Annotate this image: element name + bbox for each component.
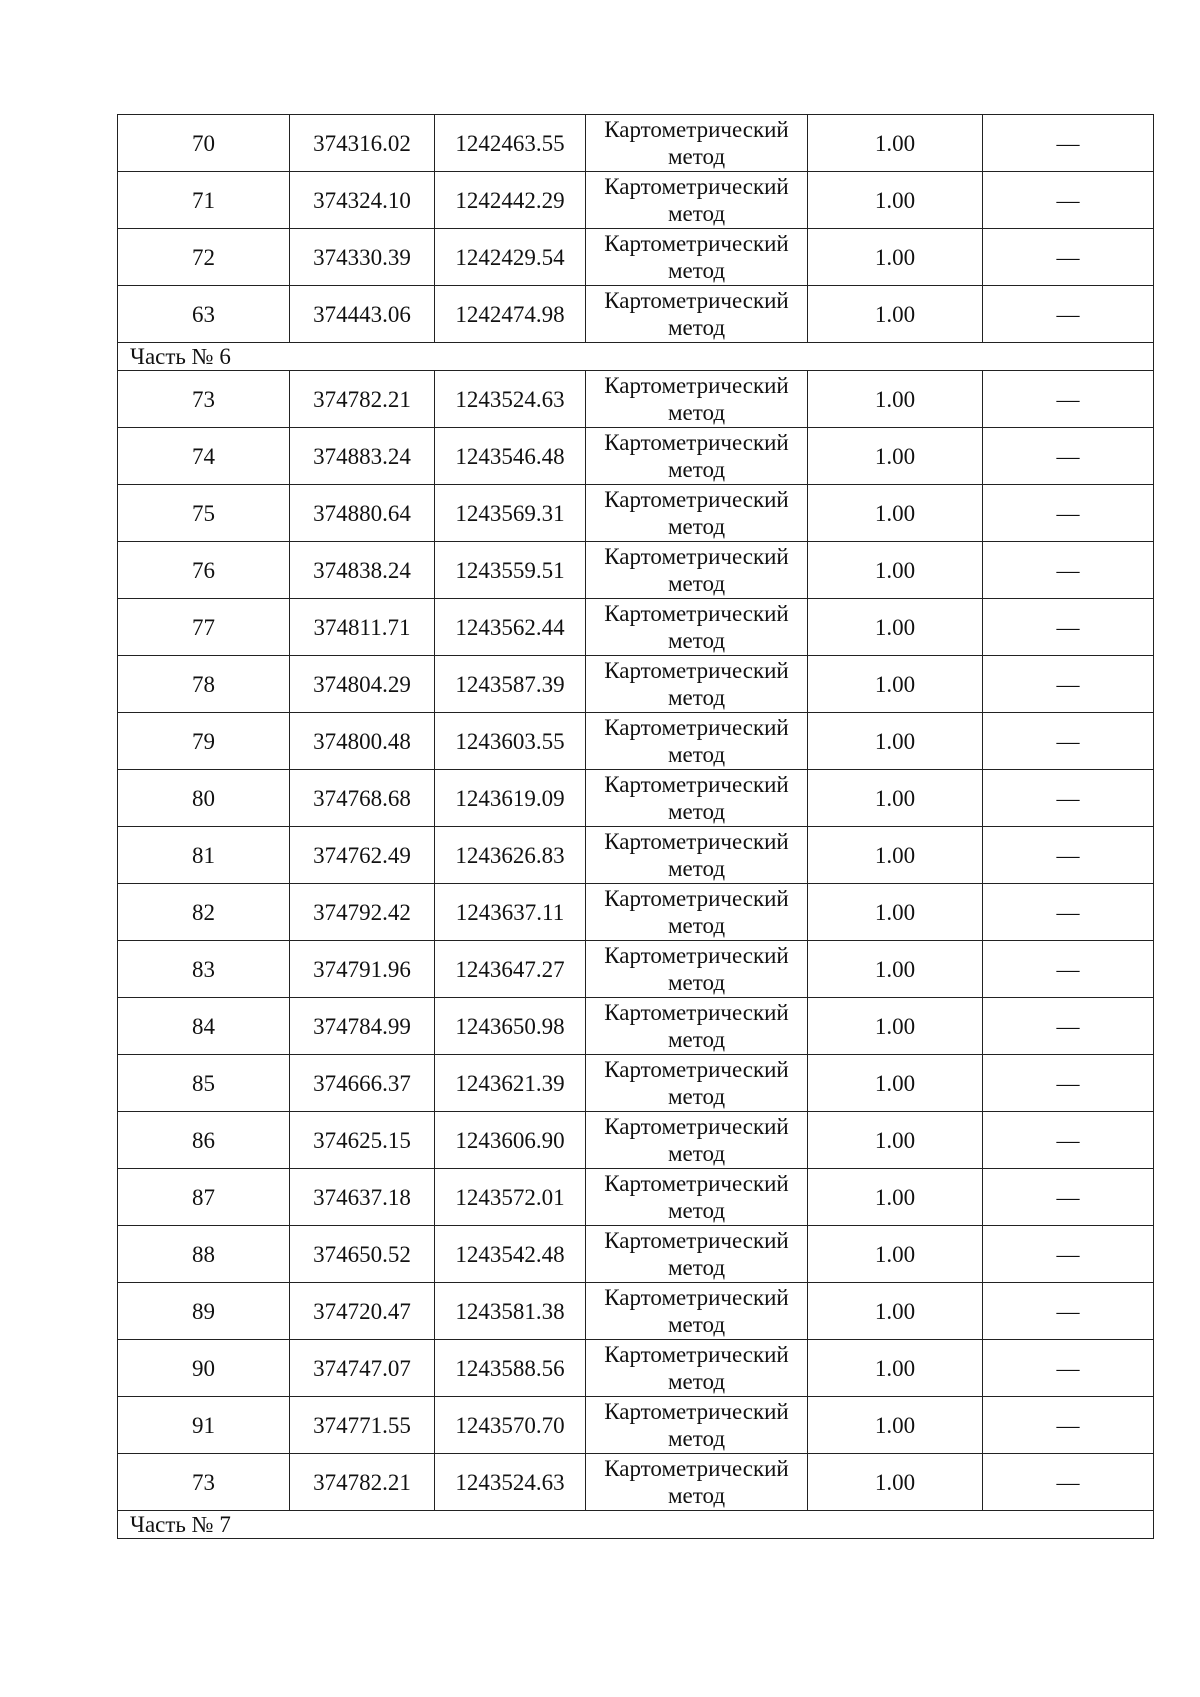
accuracy-cell: 1.00: [808, 428, 983, 485]
method-label-line1: Картометрический: [604, 1456, 789, 1481]
accuracy-cell: 1.00: [808, 827, 983, 884]
description-cell: —: [983, 998, 1154, 1055]
accuracy-cell: 1.00: [808, 884, 983, 941]
method-cell: [586, 1226, 808, 1283]
y-coordinate-cell: 1243581.38: [435, 1283, 586, 1340]
table-row: [118, 1226, 1154, 1283]
y-coordinate-cell: 1242474.98: [435, 286, 586, 343]
description-cell: —: [983, 428, 1154, 485]
description-cell: —: [983, 1397, 1154, 1454]
point-number-cell: 89: [118, 1283, 290, 1340]
accuracy-cell: 1.00: [808, 172, 983, 229]
method-label-line1: Картометрический: [604, 1399, 789, 1424]
method-label-line2: метод: [667, 1084, 726, 1109]
method-cell: [586, 1055, 808, 1112]
method-cell: [586, 428, 808, 485]
method-label-line1: Картометрический: [604, 1228, 789, 1253]
method-cell: [586, 1454, 808, 1511]
method-label-line1: Картометрический: [604, 1285, 789, 1310]
method-label-line2: метод: [667, 799, 726, 824]
description-cell: —: [983, 286, 1154, 343]
description-cell: —: [983, 1226, 1154, 1283]
method-cell: [586, 941, 808, 998]
accuracy-cell: 1.00: [808, 656, 983, 713]
point-number-cell: 83: [118, 941, 290, 998]
point-number-cell: 84: [118, 998, 290, 1055]
method-label-line1: Картометрический: [604, 601, 789, 626]
x-coordinate-cell: 374771.55: [290, 1397, 435, 1454]
method-label-line1: Картометрический: [604, 1000, 789, 1025]
point-number-cell: 76: [118, 542, 290, 599]
x-coordinate-cell: 374747.07: [290, 1340, 435, 1397]
y-coordinate-cell: 1243637.11: [435, 884, 586, 941]
y-coordinate-cell: 1243619.09: [435, 770, 586, 827]
accuracy-cell: 1.00: [808, 485, 983, 542]
method-label-line1: Картометрический: [604, 658, 789, 683]
table-row: [118, 542, 1154, 599]
description-cell: —: [983, 1340, 1154, 1397]
table-row: [118, 1283, 1154, 1340]
y-coordinate-cell: 1242463.55: [435, 115, 586, 172]
method-label-line2: метод: [667, 201, 726, 226]
table-row: [118, 371, 1154, 428]
accuracy-cell: 1.00: [808, 941, 983, 998]
table-row: [118, 1340, 1154, 1397]
y-coordinate-cell: 1243546.48: [435, 428, 586, 485]
accuracy-cell: 1.00: [808, 1340, 983, 1397]
table-row: [118, 172, 1154, 229]
y-coordinate-cell: 1243603.55: [435, 713, 586, 770]
point-number-cell: 70: [118, 115, 290, 172]
method-label-line1: Картометрический: [604, 117, 789, 142]
y-coordinate-cell: 1243542.48: [435, 1226, 586, 1283]
method-label-line2: метод: [667, 1369, 726, 1394]
method-label-line2: метод: [667, 315, 726, 340]
method-cell: [586, 884, 808, 941]
y-coordinate-cell: 1243562.44: [435, 599, 586, 656]
method-label-line2: метод: [667, 1426, 726, 1451]
description-cell: —: [983, 542, 1154, 599]
method-label-line1: Картометрический: [604, 1342, 789, 1367]
x-coordinate-cell: 374768.68: [290, 770, 435, 827]
method-label-line2: метод: [667, 258, 726, 283]
method-label-line1: Картометрический: [604, 544, 789, 569]
table-row: [118, 1397, 1154, 1454]
x-coordinate-cell: 374762.49: [290, 827, 435, 884]
point-number-cell: 78: [118, 656, 290, 713]
description-cell: —: [983, 1055, 1154, 1112]
y-coordinate-cell: 1243606.90: [435, 1112, 586, 1169]
point-number-cell: 80: [118, 770, 290, 827]
x-coordinate-cell: 374637.18: [290, 1169, 435, 1226]
y-coordinate-cell: 1243572.01: [435, 1169, 586, 1226]
method-label-line2: метод: [667, 742, 726, 767]
method-label-line1: Картометрический: [604, 1171, 789, 1196]
method-label-line1: Картометрический: [604, 829, 789, 854]
table-row: [118, 1112, 1154, 1169]
method-label-line1: Картометрический: [604, 288, 789, 313]
description-cell: —: [983, 229, 1154, 286]
method-cell: [586, 286, 808, 343]
method-cell: [586, 115, 808, 172]
y-coordinate-cell: 1243524.63: [435, 1454, 586, 1511]
point-number-cell: 86: [118, 1112, 290, 1169]
x-coordinate-cell: 374883.24: [290, 428, 435, 485]
description-cell: —: [983, 770, 1154, 827]
y-coordinate-cell: 1243647.27: [435, 941, 586, 998]
method-cell: [586, 998, 808, 1055]
accuracy-cell: 1.00: [808, 998, 983, 1055]
table-row: [118, 656, 1154, 713]
method-label-line1: Картометрический: [604, 231, 789, 256]
table-row: [118, 485, 1154, 542]
method-cell: [586, 1169, 808, 1226]
table-row: [118, 941, 1154, 998]
method-label-line1: Картометрический: [604, 715, 789, 740]
method-label-line1: Картометрический: [604, 430, 789, 455]
point-number-cell: 74: [118, 428, 290, 485]
method-label-line1: Картометрический: [604, 174, 789, 199]
method-cell: [586, 827, 808, 884]
description-cell: —: [983, 599, 1154, 656]
table-row: [118, 115, 1154, 172]
method-cell: [586, 599, 808, 656]
y-coordinate-cell: 1243621.39: [435, 1055, 586, 1112]
method-label-line2: метод: [667, 685, 726, 710]
accuracy-cell: 1.00: [808, 1169, 983, 1226]
point-number-cell: 81: [118, 827, 290, 884]
x-coordinate-cell: 374666.37: [290, 1055, 435, 1112]
part-header-row: [118, 343, 1154, 371]
table-row: [118, 1169, 1154, 1226]
x-coordinate-cell: 374720.47: [290, 1283, 435, 1340]
table-row: [118, 998, 1154, 1055]
method-cell: [586, 485, 808, 542]
method-label-line2: метод: [667, 400, 726, 425]
method-label-line1: Картометрический: [604, 772, 789, 797]
method-cell: [586, 770, 808, 827]
accuracy-cell: 1.00: [808, 1226, 983, 1283]
x-coordinate-cell: 374316.02: [290, 115, 435, 172]
description-cell: —: [983, 713, 1154, 770]
point-number-cell: 79: [118, 713, 290, 770]
x-coordinate-cell: 374784.99: [290, 998, 435, 1055]
accuracy-cell: 1.00: [808, 599, 983, 656]
method-cell: [586, 229, 808, 286]
x-coordinate-cell: 374811.71: [290, 599, 435, 656]
accuracy-cell: 1.00: [808, 1454, 983, 1511]
description-cell: —: [983, 884, 1154, 941]
table-row: [118, 827, 1154, 884]
x-coordinate-cell: 374791.96: [290, 941, 435, 998]
table-row: [118, 1055, 1154, 1112]
y-coordinate-cell: 1243559.51: [435, 542, 586, 599]
method-label-line2: метод: [667, 571, 726, 596]
accuracy-cell: 1.00: [808, 1397, 983, 1454]
accuracy-cell: 1.00: [808, 371, 983, 428]
method-cell: [586, 1283, 808, 1340]
accuracy-cell: 1.00: [808, 115, 983, 172]
y-coordinate-cell: 1243569.31: [435, 485, 586, 542]
method-cell: [586, 1397, 808, 1454]
point-number-cell: 87: [118, 1169, 290, 1226]
method-label-line1: Картометрический: [604, 1057, 789, 1082]
accuracy-cell: 1.00: [808, 713, 983, 770]
table-row: [118, 713, 1154, 770]
y-coordinate-cell: 1243524.63: [435, 371, 586, 428]
description-cell: —: [983, 1283, 1154, 1340]
method-label-line2: метод: [667, 1255, 726, 1280]
point-number-cell: 90: [118, 1340, 290, 1397]
description-cell: —: [983, 485, 1154, 542]
method-cell: [586, 656, 808, 713]
part-label: Часть № 7: [118, 1511, 1154, 1539]
description-cell: —: [983, 1112, 1154, 1169]
coordinates-table-body: [118, 115, 1154, 1539]
method-label-line2: метод: [667, 1141, 726, 1166]
x-coordinate-cell: 374650.52: [290, 1226, 435, 1283]
table-row: [118, 229, 1154, 286]
method-label-line2: метод: [667, 1312, 726, 1337]
y-coordinate-cell: 1242442.29: [435, 172, 586, 229]
x-coordinate-cell: 374625.15: [290, 1112, 435, 1169]
x-coordinate-cell: 374804.29: [290, 656, 435, 713]
method-label-line2: метод: [667, 1027, 726, 1052]
accuracy-cell: 1.00: [808, 1055, 983, 1112]
method-cell: [586, 1340, 808, 1397]
accuracy-cell: 1.00: [808, 1283, 983, 1340]
description-cell: —: [983, 1454, 1154, 1511]
method-cell: [586, 1112, 808, 1169]
method-label-line1: Картометрический: [604, 487, 789, 512]
method-label-line2: метод: [667, 856, 726, 881]
table-row: [118, 599, 1154, 656]
part-header-row: [118, 1511, 1154, 1539]
y-coordinate-cell: 1242429.54: [435, 229, 586, 286]
method-label-line1: Картометрический: [604, 886, 789, 911]
table-row: [118, 428, 1154, 485]
part-label: Часть № 6: [118, 343, 1154, 371]
method-cell: [586, 542, 808, 599]
accuracy-cell: 1.00: [808, 770, 983, 827]
point-number-cell: 91: [118, 1397, 290, 1454]
point-number-cell: 71: [118, 172, 290, 229]
accuracy-cell: 1.00: [808, 1112, 983, 1169]
method-label-line2: метод: [667, 913, 726, 938]
point-number-cell: 75: [118, 485, 290, 542]
point-number-cell: 72: [118, 229, 290, 286]
y-coordinate-cell: 1243626.83: [435, 827, 586, 884]
table-row: [118, 1454, 1154, 1511]
x-coordinate-cell: 374880.64: [290, 485, 435, 542]
method-label-line2: метод: [667, 970, 726, 995]
x-coordinate-cell: 374838.24: [290, 542, 435, 599]
method-label-line2: метод: [667, 628, 726, 653]
x-coordinate-cell: 374324.10: [290, 172, 435, 229]
x-coordinate-cell: 374800.48: [290, 713, 435, 770]
method-cell: [586, 371, 808, 428]
point-number-cell: 63: [118, 286, 290, 343]
point-number-cell: 73: [118, 371, 290, 428]
method-cell: [586, 172, 808, 229]
description-cell: —: [983, 172, 1154, 229]
description-cell: —: [983, 371, 1154, 428]
table-row: [118, 884, 1154, 941]
description-cell: —: [983, 941, 1154, 998]
x-coordinate-cell: 374330.39: [290, 229, 435, 286]
description-cell: —: [983, 827, 1154, 884]
accuracy-cell: 1.00: [808, 542, 983, 599]
method-label-line2: метод: [667, 144, 726, 169]
y-coordinate-cell: 1243650.98: [435, 998, 586, 1055]
description-cell: —: [983, 115, 1154, 172]
method-label-line2: метод: [667, 1483, 726, 1508]
description-cell: —: [983, 656, 1154, 713]
y-coordinate-cell: 1243570.70: [435, 1397, 586, 1454]
table-row: [118, 770, 1154, 827]
accuracy-cell: 1.00: [808, 229, 983, 286]
description-cell: —: [983, 1169, 1154, 1226]
point-number-cell: 82: [118, 884, 290, 941]
x-coordinate-cell: 374792.42: [290, 884, 435, 941]
method-label-line2: метод: [667, 514, 726, 539]
x-coordinate-cell: 374782.21: [290, 371, 435, 428]
method-cell: [586, 713, 808, 770]
x-coordinate-cell: 374443.06: [290, 286, 435, 343]
method-label-line1: Картометрический: [604, 943, 789, 968]
method-label-line1: Картометрический: [604, 1114, 789, 1139]
x-coordinate-cell: 374782.21: [290, 1454, 435, 1511]
point-number-cell: 73: [118, 1454, 290, 1511]
table-row: [118, 286, 1154, 343]
point-number-cell: 85: [118, 1055, 290, 1112]
method-label-line2: метод: [667, 1198, 726, 1223]
y-coordinate-cell: 1243587.39: [435, 656, 586, 713]
method-label-line2: метод: [667, 457, 726, 482]
y-coordinate-cell: 1243588.56: [435, 1340, 586, 1397]
accuracy-cell: 1.00: [808, 286, 983, 343]
point-number-cell: 88: [118, 1226, 290, 1283]
point-number-cell: 77: [118, 599, 290, 656]
coordinates-table: [117, 114, 1154, 1539]
method-label-line1: Картометрический: [604, 373, 789, 398]
